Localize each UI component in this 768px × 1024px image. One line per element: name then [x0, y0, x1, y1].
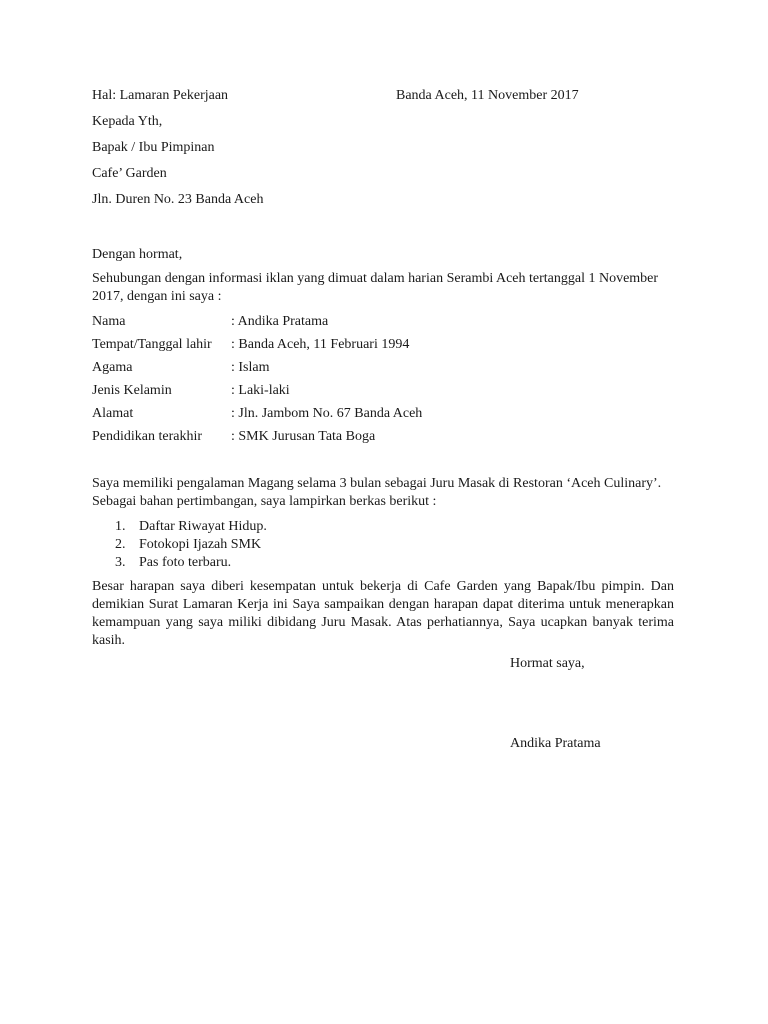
field-value: : Jln. Jambom No. 67 Banda Aceh [231, 406, 423, 421]
sign-off: Hormat saya, [510, 656, 585, 671]
recipient-line-3: Cafe’ Garden [92, 166, 167, 181]
place-and-date: Banda Aceh, 11 November 2017 [396, 88, 579, 103]
letter-subject: Hal: Lamaran Pekerjaan [92, 88, 229, 103]
greeting: Dengan hormat, [92, 247, 183, 262]
field-label: Jenis Kelamin [92, 383, 172, 398]
signature-name: Andika Pratama [510, 736, 601, 751]
recipient-line-1: Kepada Yth, [92, 114, 163, 129]
field-label: Nama [92, 314, 126, 329]
field-value: : Andika Pratama [231, 314, 329, 329]
intro-paragraph: Sehubungan dengan informasi iklan yang dimuat dalam harian Serambi Aceh tertanggal 1 November 2017, dengan ini saya : [92, 271, 659, 304]
field-value: : Islam [231, 360, 270, 375]
list-number: 1. [115, 519, 126, 534]
recipient-line-4: Jln. Duren No. 23 Banda Aceh [92, 192, 264, 207]
experience-paragraph: Saya memiliki pengalaman Magang selama 3 bulan sebagai Juru Masak di Restoran ‘Aceh Culinary’. Sebagai bahan pertimbangan, saya lampirkan berkas berikut : [92, 476, 662, 509]
field-value: : Laki-laki [231, 383, 290, 398]
list-text: Fotokopi Ijazah SMK [139, 537, 262, 552]
field-value: : SMK Jurusan Tata Boga [231, 429, 376, 444]
list-text: Daftar Riwayat Hidup. [139, 519, 267, 534]
list-number: 2. [115, 537, 126, 552]
list-number: 3. [115, 555, 126, 570]
list-text: Pas foto terbaru. [139, 555, 232, 570]
recipient-line-2: Bapak / Ibu Pimpinan [92, 140, 215, 155]
field-label: Pendidikan terakhir [92, 429, 203, 444]
field-value: : Banda Aceh, 11 Februari 1994 [231, 337, 410, 352]
field-label: Agama [92, 360, 133, 375]
closing-paragraph: Besar harapan saya diberi kesempatan untuk bekerja di Cafe Garden yang Bapak/Ibu pimpin. Dan demikian Surat Lamaran Kerja ini Saya sampaikan dengan harapan dapat diterima untuk menerapkan kemampuan yang saya miliki dibidang Juru Masak. Atas perhatiannya, Saya ucapkan banyak terima kasih. [92, 579, 674, 648]
field-label: Alamat [92, 406, 134, 421]
field-label: Tempat/Tanggal lahir [92, 337, 212, 352]
